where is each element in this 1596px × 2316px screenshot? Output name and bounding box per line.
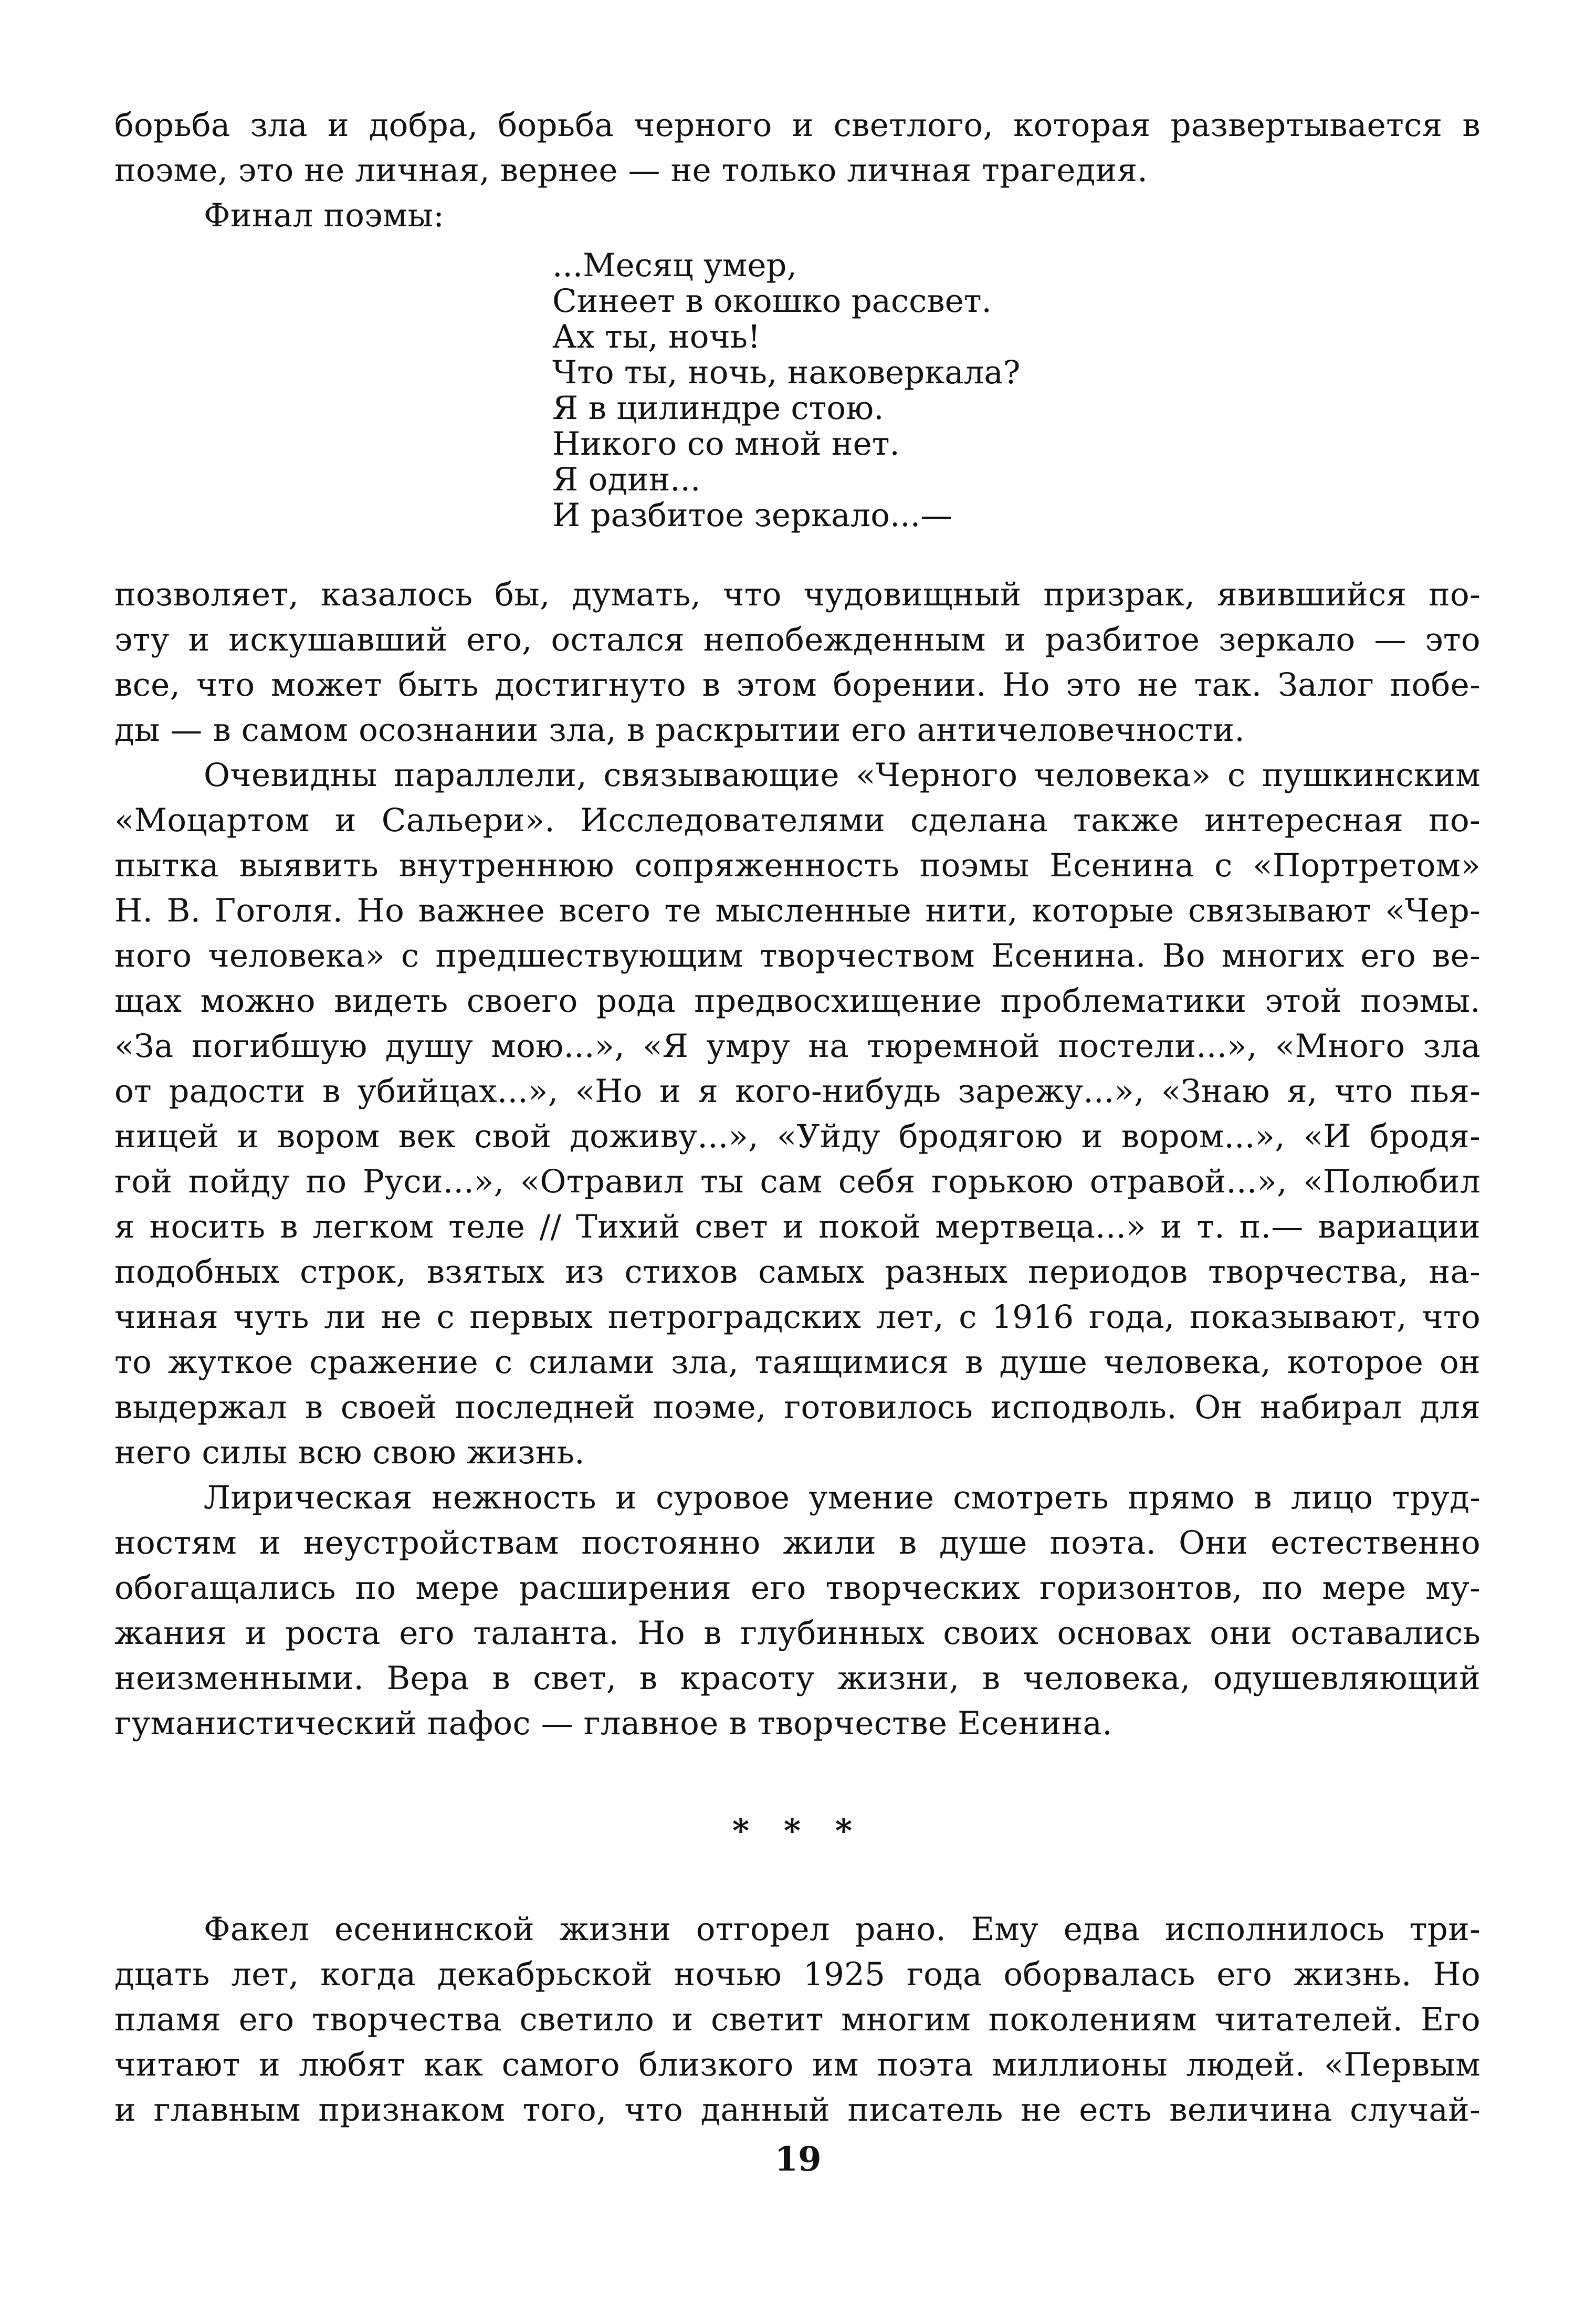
text-line: щах можно видеть своего рода предвосхищение проблематики этой поэмы. xyxy=(114,982,1480,1020)
text-line: все, что может быть достигнуто в этом борении. Но это не так. Залог побе- xyxy=(114,666,1480,704)
text-line: жания и роста его таланта. Но в глубинных своих основах они оставались xyxy=(114,1615,1480,1652)
poem-line: Я в цилиндре стою. xyxy=(552,390,884,427)
text-line: гуманистический пафос — главное в творчестве Есенина. xyxy=(114,1705,1112,1742)
text-line: пламя его творчества светило и светит многим поколениям читателей. Его xyxy=(114,2001,1480,2038)
text-line: борьба зла и добра, борьба черного и светлого, которая развертывается в xyxy=(114,107,1480,144)
poem-line: ...Месяц умер, xyxy=(552,247,797,284)
text-line: чиная чуть ли не с первых петроградских лет, с 1916 года, показывают, что xyxy=(114,1298,1480,1336)
poem-line: Синеет в окошко рассвет. xyxy=(552,282,992,320)
poem-line: Я один... xyxy=(552,461,701,498)
text-line: неизменными. Вера в свет, в красоту жизни, в человека, одушевляющий xyxy=(114,1660,1480,1697)
text-line: позволяет, казалось бы, думать, что чудовищный призрак, явившийся по- xyxy=(114,576,1480,613)
poem-line: Ах ты, ночь! xyxy=(552,318,761,355)
text-line: Н. В. Гоголя. Но важнее всего те мысленные нити, которые связывают «Чер- xyxy=(114,892,1480,929)
text-line: «Моцартом и Сальери». Исследователями сделана также интересная по- xyxy=(114,802,1480,839)
finale-intro: Финал поэмы: xyxy=(204,197,445,234)
text-line: «За погибшую душу мою...», «Я умру на тюремной постели...», «Много зла xyxy=(114,1028,1480,1065)
text-line: гой пойду по Руси...», «Отравил ты сам себя горькою отравой...», «Полюбил xyxy=(114,1163,1480,1200)
text-line: то жуткое сражение с силами зла, таящимися в душе человека, которое он xyxy=(114,1344,1480,1381)
text-line: подобных строк, взятых из стихов самых разных периодов творчества, на- xyxy=(114,1253,1480,1291)
poem-line: Что ты, ночь, наковеркала? xyxy=(552,354,1021,391)
text-line: Факел есенинской жизни отгорел рано. Ему едва исполнилось три- xyxy=(204,1911,1480,1948)
text-line: поэме, это не личная, вернее — не только личная трагедия. xyxy=(114,152,1148,189)
text-line: я носить в легком теле // Тихий свет и покой мертвеца...» и т. п.— вариации xyxy=(114,1208,1480,1245)
text-line: обогащались по мере расширения его творческих горизонтов, по мере му- xyxy=(114,1569,1480,1607)
text-line: от радости в убийцах...», «Но и я кого-нибудь зарежу...», «Знаю я, что пья- xyxy=(114,1073,1480,1110)
poem-line: И разбитое зеркало...— xyxy=(552,497,953,534)
text-line: читают и любят как самого близкого им поэта миллионы людей. «Первым xyxy=(114,2046,1480,2083)
text-line: эту и искушавший его, остался непобежденным и разбитое зеркало — это xyxy=(114,621,1480,658)
section-separator: * * * xyxy=(732,1811,864,1850)
text-line: ды — в самом осознании зла, в раскрытии его античеловечности. xyxy=(114,711,1245,749)
text-line: дцать лет, когда декабрьской ночью 1925 года оборвалась его жизнь. Но xyxy=(114,1956,1480,1993)
page-number: 19 xyxy=(774,2140,822,2179)
text-line: Лирическая нежность и суровое умение смотреть прямо в лицо труд- xyxy=(204,1479,1480,1516)
text-line: ного человека» с предшествующим творчеством Есенина. Во многих его ве- xyxy=(114,937,1480,974)
text-line: него силы всю свою жизнь. xyxy=(114,1434,585,1471)
text-line: пытка выявить внутреннюю сопряженность поэмы Есенина с «Портретом» xyxy=(114,847,1480,884)
text-line: и главным признаком того, что данный писатель не есть величина случай- xyxy=(114,2091,1480,2129)
poem-line: Никого со мной нет. xyxy=(552,425,900,463)
text-line: ностям и неустройствам постоянно жили в душе поэта. Они естественно xyxy=(114,1524,1480,1562)
text-line: Очевидны параллели, связывающие «Черного человека» с пушкинским xyxy=(204,757,1480,794)
text-line: ницей и вором век свой доживу...», «Уйду бродягою и вором...», «И бродя- xyxy=(114,1118,1480,1155)
text-line: выдержал в своей последней поэме, готовилось исподволь. Он набирал для xyxy=(114,1389,1480,1426)
